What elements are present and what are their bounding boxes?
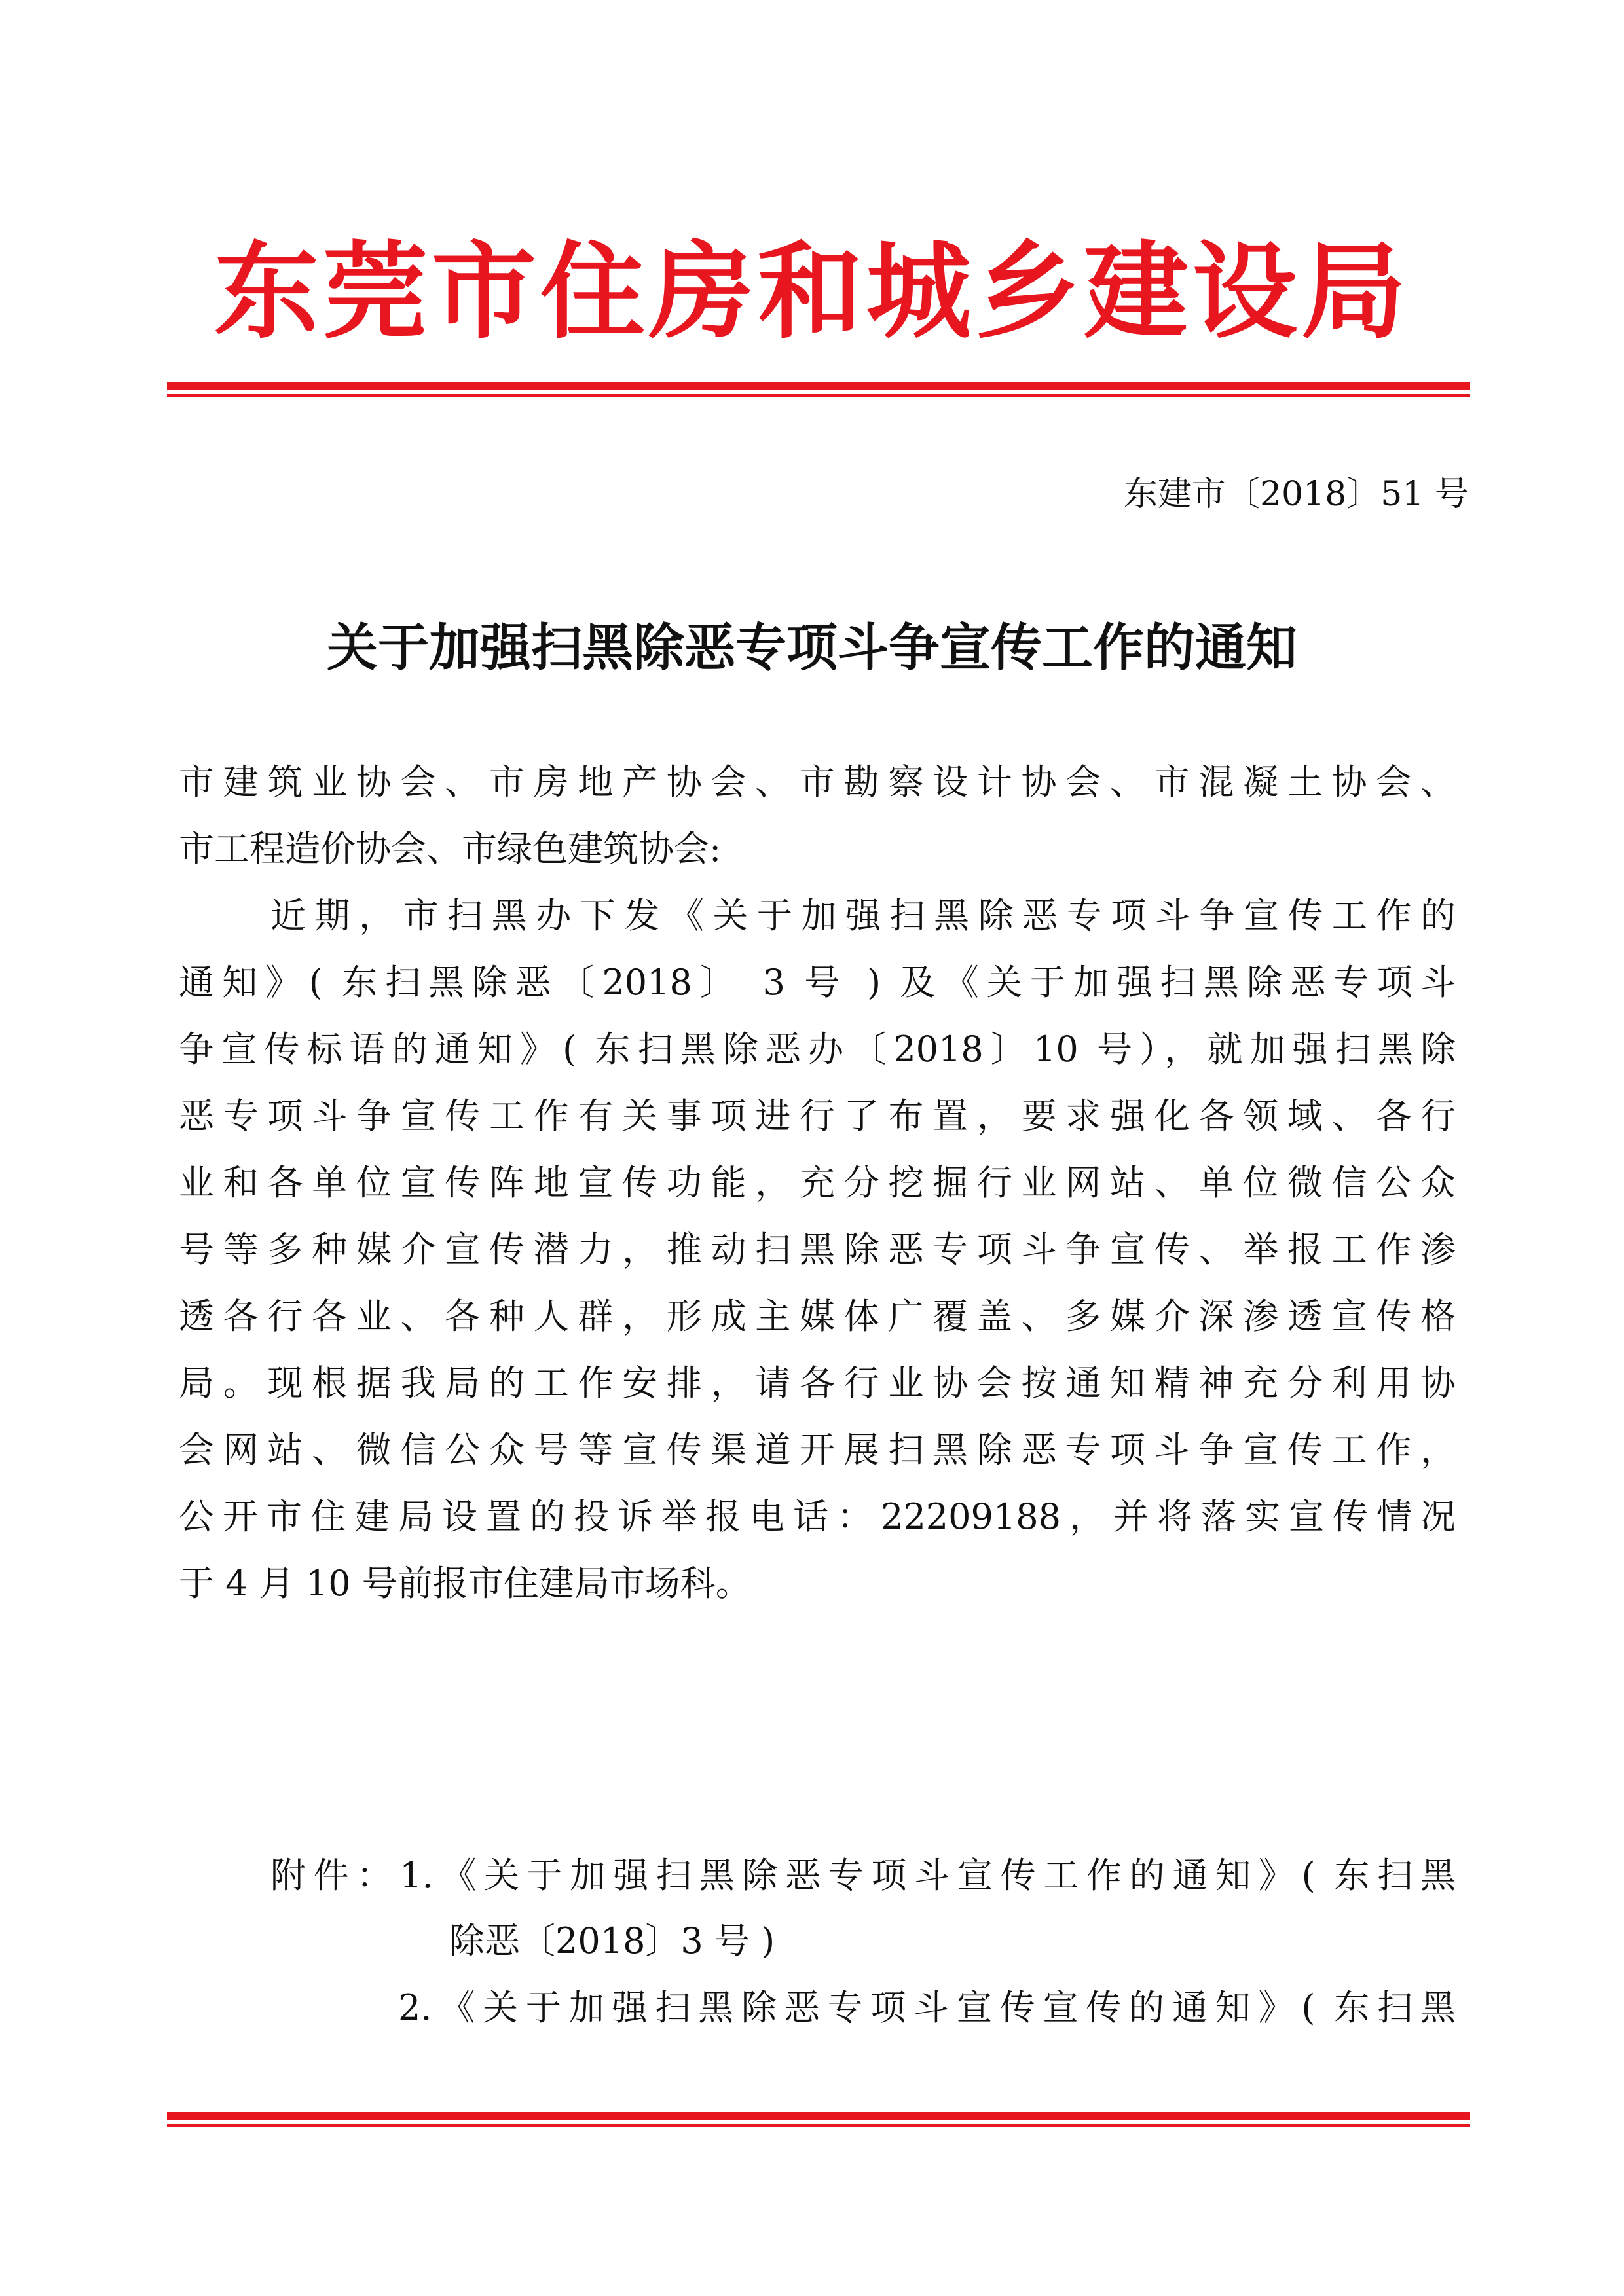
red-rule-thin [167,394,1470,397]
paragraph-line: 透各行各业、各种人群，形成主媒体广覆盖、多媒介深渗透宣传格 [179,1296,1456,1337]
attachment-item-1-continued: 除恶〔2018〕3 号 ) [449,1920,775,1961]
paragraph-line: 恶专项斗争宣传工作有关事项进行了布置，要求强化各领域、各行 [179,1095,1456,1137]
red-rule-thick [167,382,1470,390]
paragraph-line: 争宣传标语的通知》( 东扫黑除恶办〔2018〕10 号），就加强扫黑除 [179,1029,1456,1070]
masthead-red-rule [167,382,1470,397]
paragraph-line: 号等多种媒介宣传潜力，推动扫黑除恶专项斗争宣传、举报工作渗 [179,1229,1456,1270]
paragraph-line: 近期，市扫黑办下发《关于加强扫黑除恶专项斗争宣传工作的 [270,895,1456,936]
paragraph-line: 业和各单位宣传阵地宣传功能，充分挖掘行业网站、单位微信公众 [179,1162,1456,1203]
paragraph-line: 于 4 月 10 号前报市住建局市场科。 [179,1563,751,1604]
red-rule-thick [167,2112,1470,2120]
attachment-item-2: 2.《关于加强扫黑除恶专项斗宣传宣传的通知》( 东扫黑 [398,1987,1456,2028]
footer-red-rule [167,2112,1470,2127]
paragraph-line: 公开市住建局设置的投诉举报电话：22209188，并将落实宣传情况 [179,1496,1456,1537]
paragraph-line: 局。现根据我局的工作安排，请各行业协会按通知精神充分利用协 [179,1362,1456,1404]
document-title: 关于加强扫黑除恶专项斗争宣传工作的通知 [326,618,1297,678]
addressee-line-1: 市建筑业协会、市房地产协会、市勘察设计协会、市混凝土协会、 [179,761,1456,803]
addressee-line-2: 市工程造价协会、市绿色建筑协会: [179,828,722,869]
paragraph-line: 通知》( 东扫黑除恶〔2018〕 3 号 ) 及《关于加强扫黑除恶专项斗 [179,962,1456,1003]
red-rule-thin [167,2124,1470,2127]
document-number: 东建市〔2018〕51 号 [1123,475,1469,514]
agency-masthead: 东莞市住房和城乡建设局 [213,230,1410,353]
paragraph-line: 会网站、微信公众号等宣传渠道开展扫黑除恶专项斗争宣传工作， [179,1429,1456,1470]
attachment-item-1: 附件：1.《关于加强扫黑除恶专项斗宣传工作的通知》( 东扫黑 [270,1855,1456,1896]
